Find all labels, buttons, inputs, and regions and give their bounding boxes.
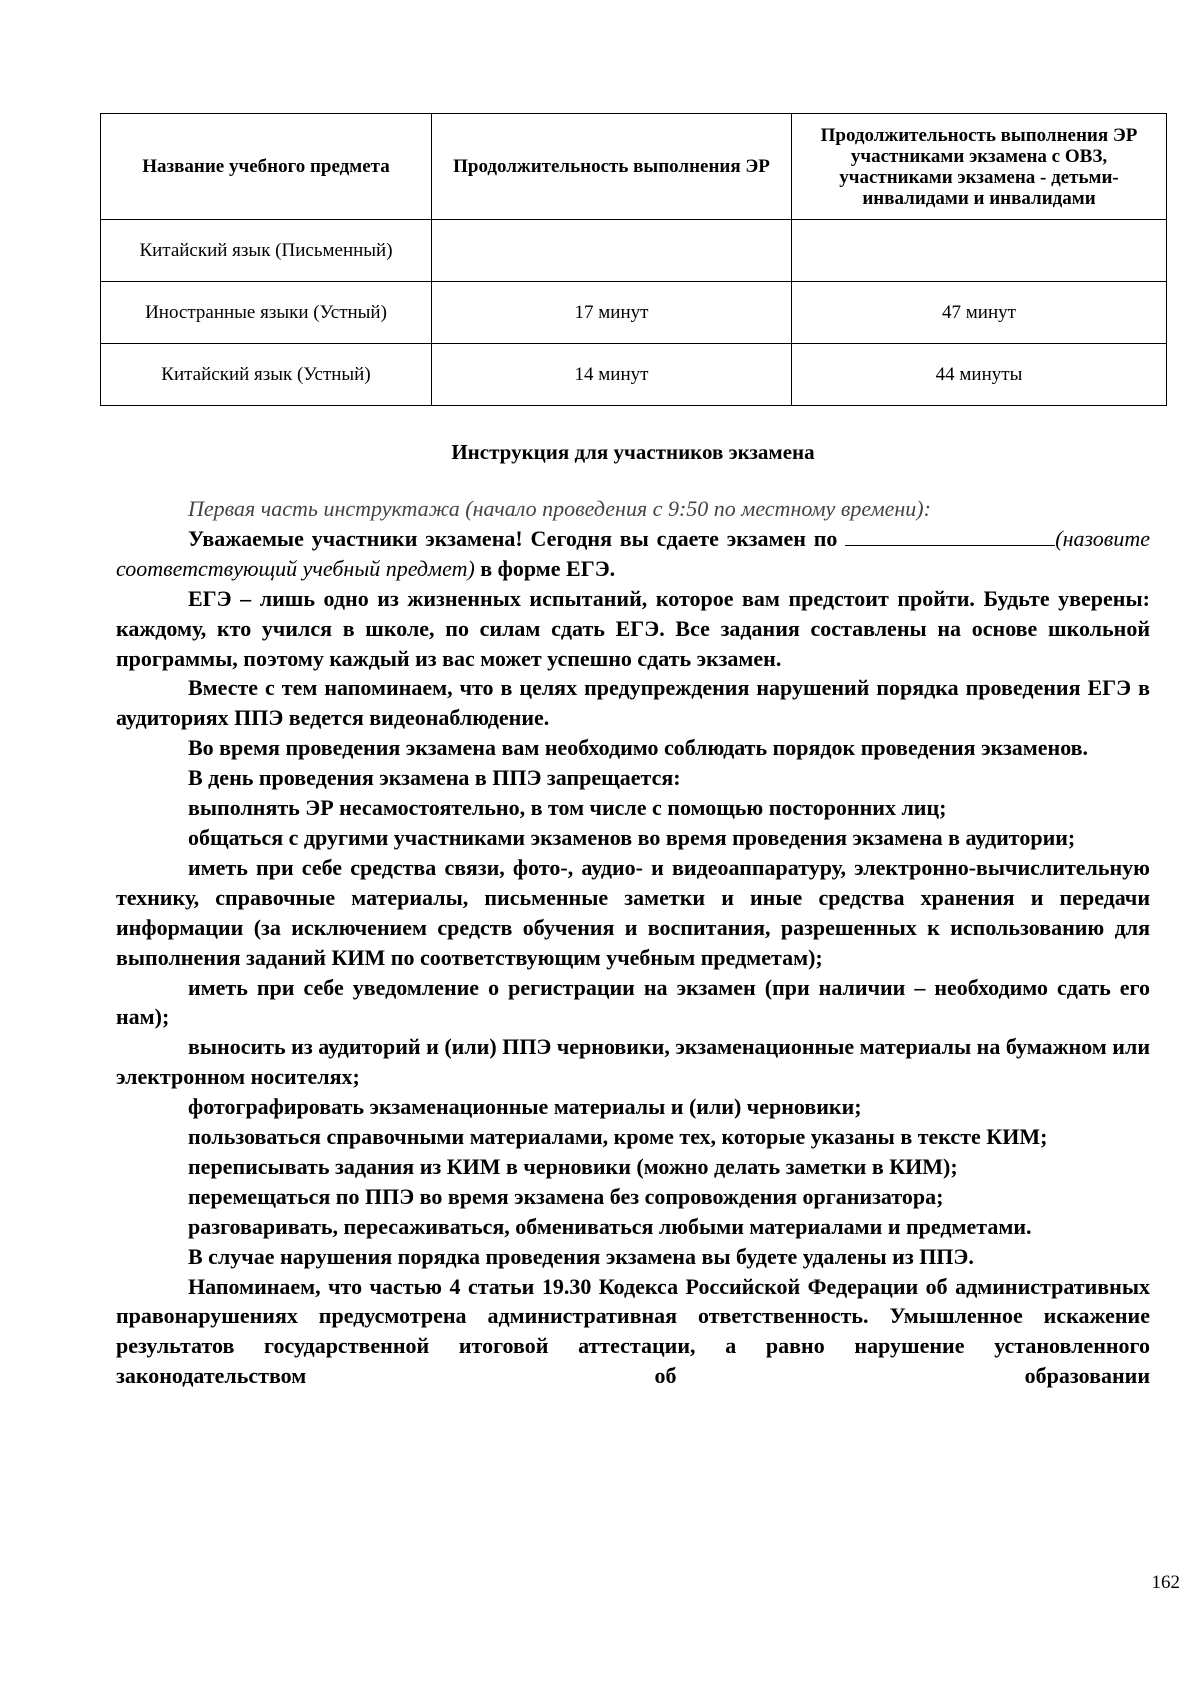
greeting-text: Уважаемые участники экзамена! Сегодня вы сдаете экзамен по: [188, 525, 846, 551]
cell-duration-ovz: [792, 220, 1167, 282]
cell-duration-ovz: 44 минуты: [792, 344, 1167, 406]
page-number: 162: [1151, 1572, 1180, 1593]
table-row: [101, 220, 1167, 282]
rule-item: иметь при себе средства связи, фото-, аудио- и видеоаппаратуру, электронно-вычислительную технику, справочные материалы, письменные заметки и иные средства хранения и передачи информации (за исключением средств обучения и воспитания, разрешенных к использованию для выполнения заданий КИМ по соответствующим учебным предметам);: [116, 854, 1150, 970]
header-subject: Название учебного предмета: [101, 114, 432, 220]
exam-duration-table: [100, 113, 1167, 406]
rule-item: переписывать задания из КИМ в черновики (можно делать заметки в КИМ);: [188, 1153, 958, 1179]
table-row: [101, 344, 1167, 406]
subject-blank-line: [845, 527, 1055, 546]
rule-item: общаться с другими участниками экзаменов во время проведения экзамена в аудитории;: [188, 824, 1076, 850]
instruction-text: [116, 494, 1150, 1391]
greeting-hint: (назовите соответствующий учебный предмет): [116, 525, 1150, 581]
cell-duration: [432, 220, 792, 282]
section-heading: Инструкция для участников экзамена: [451, 440, 815, 464]
rule-item: пользоваться справочными материалами, кроме тех, которые указаны в тексте КИМ;: [188, 1124, 1048, 1150]
cell-duration: 17 минут: [432, 282, 792, 344]
paragraph: Напоминаем, что частью 4 статьи 19.30 Кодекса Российской Федерации об административных правонарушениях предусмотрена административная ответственность. Умышленное искажение результатов государственной итоговой аттестации, а равно нарушение установленного законодательством об образовании: [116, 1273, 1150, 1389]
table-row: [101, 282, 1167, 344]
greeting-paragraph: [116, 524, 1150, 584]
rule-item: фотографировать экзаменационные материалы и (или) черновики;: [188, 1094, 862, 1120]
paragraph: ЕГЭ – лишь одно из жизненных испытаний, которое вам предстоит пройти. Будьте уверены: каждому, кто учился в школе, по силам сдать ЕГЭ. Все задания составлены на основе школьной программы, поэтому каждый из вас может успешно сдать экзамен.: [116, 585, 1150, 671]
header-duration: Продолжительность выполнения ЭР: [432, 114, 792, 220]
cell-subject: Иностранные языки (Устный): [101, 282, 432, 344]
paragraph: Вместе с тем напоминаем, что в целях предупреждения нарушений порядка проведения ЕГЭ в аудиториях ППЭ ведется видеонаблюдение.: [116, 675, 1150, 731]
cell-subject: Китайский язык (Устный): [101, 344, 432, 406]
greeting-text-end: в форме ЕГЭ.: [474, 555, 616, 581]
paragraph: Во время проведения экзамена вам необходимо соблюдать порядок проведения экзаменов.: [188, 735, 1089, 761]
rule-item: разговаривать, пересаживаться, обмениваться любыми материалами и предметами.: [188, 1213, 1032, 1239]
rule-item: перемещаться по ППЭ во время экзамена без сопровождения организатора;: [188, 1183, 944, 1209]
header-duration-ovz: Продолжительность выполнения ЭР участниками экзамена с ОВЗ, участниками экзамена - детьми-инвалидами и инвалидами: [792, 114, 1167, 220]
table-header-row: [101, 114, 1167, 220]
rule-item: выполнять ЭР несамостоятельно, в том числе с помощью посторонних лиц;: [188, 795, 947, 821]
cell-subject: Китайский язык (Письменный): [101, 220, 432, 282]
paragraph: В день проведения экзамена в ППЭ запрещается:: [188, 765, 681, 791]
intro-line: Первая часть инструктажа (начало проведения с 9:50 по местному времени):: [188, 496, 931, 521]
cell-duration-ovz: 47 минут: [792, 282, 1167, 344]
paragraph: В случае нарушения порядка проведения экзамена вы будете удалены из ППЭ.: [188, 1243, 974, 1269]
rule-item: выносить из аудиторий и (или) ППЭ черновики, экзаменационные материалы на бумажном или электронном носителях;: [116, 1034, 1150, 1090]
rule-item: иметь при себе уведомление о регистрации на экзамен (при наличии – необходимо сдать его нам);: [116, 974, 1150, 1030]
cell-duration: 14 минут: [432, 344, 792, 406]
